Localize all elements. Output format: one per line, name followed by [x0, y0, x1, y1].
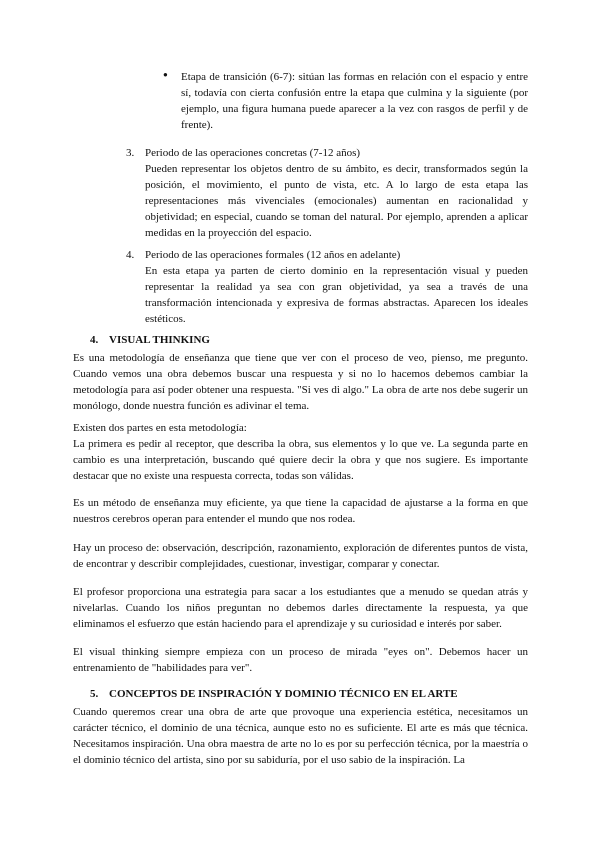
- paragraph: Es una metodología de enseñanza que tiene que ver con el proceso de veo, pienso, me pregunto. Cuando vemos una obra debemos buscar una respuesta y si no lo hacemos debemos cambiar la metodología para así poder obtener una respuesta. "Si ves di algo." La obra de arte nos debe sugerir un monólogo, donde nuestra función es adivinar el tema.: [73, 352, 528, 412]
- section-number: 4.: [90, 334, 99, 346]
- paragraph: El visual thinking siempre empieza con un proceso de mirada "eyes on". Debemos hacer un entrenamiento de "habilidades para ver".: [73, 646, 528, 674]
- item-title: Periodo de las operaciones concretas (7-12 años): [145, 147, 361, 159]
- item-title: Periodo de las operaciones formales (12 años en adelante): [145, 249, 401, 261]
- item-number: 3.: [126, 147, 135, 159]
- section-heading: VISUAL THINKING: [109, 334, 210, 346]
- item-number: 4.: [126, 249, 135, 261]
- item-body: En esta etapa ya parten de cierto dominio en la representación visual y pueden representar la realidad ya sea con gran objetividad, ya sea a través de una transformación intencionada y expresiva de formas abstractas. Aparecen los ideales estéticos.: [145, 265, 528, 325]
- paragraph: Existen dos partes en esta metodología:: [73, 422, 247, 434]
- section-number: 5.: [90, 688, 99, 700]
- paragraph: El profesor proporciona una estrategia para sacar a los estudiantes que a menudo se quedan atrás y nivelarlas. Cuando los niños preguntan no debemos darles directamente la respuesta, ya que eliminamos el esfuerzo que están haciendo para el aprendizaje y su curiosidad e interés por saber.: [73, 586, 528, 630]
- paragraph: Hay un proceso de: observación, descripción, razonamiento, exploración de diferentes puntos de vista, de encontrar y describir complejidades, cuestionar, investigar, comparar y conectar.: [73, 542, 528, 570]
- paragraph: Cuando queremos crear una obra de arte que provoque una experiencia estética, necesitamos un carácter técnico, el dominio de una técnica, aunque esto no es suficiente. El arte es más que técnica. Necesitamos inspiración. Una obra maestra de arte no lo es por su perfección técnica, por la maestría o el dominio técnico del artista, sino por su sabiduría, por el uso sabio de la inspiración. La: [73, 706, 528, 766]
- paragraph: La primera es pedir al receptor, que describa la obra, sus elementos y lo que ve. La segunda parte en cambio es una interpretación, buscando qué quiere decir la obra y que nos sugiere. Es importante destacar que no existe una respuesta correcta, todas son válidas.: [73, 438, 528, 482]
- bullet-icon: ●: [163, 70, 168, 79]
- item-body: Pueden representar los objetos dentro de su ámbito, es decir, transformados según la posición, el movimiento, el punto de vista, etc. A lo largo de esta etapa las representaciones más vivenciales (emocionales) aumentan en racionalidad y objetividad; en especial, cuando se toman del natural. Por ejemplo, aprenden a aplicar medidas en la proyección del espacio.: [145, 163, 528, 239]
- paragraph: Es un método de enseñanza muy eficiente, ya que tiene la capacidad de ajustarse a la forma en que nuestros cerebros operan para entender el mundo que nos rodea.: [73, 497, 528, 525]
- section-heading: CONCEPTOS DE INSPIRACIÓN Y DOMINIO TÉCNICO EN EL ARTE: [109, 688, 458, 700]
- bullet-item-text: Etapa de transición (6-7): sitúan las formas en relación con el espacio y entre sí, todavía con cierta confusión entre la etapa que culmina y la siguiente (por ejemplo, una figura humana puede aparecer a la vez con rasgos de perfil y de frente).: [181, 71, 528, 131]
